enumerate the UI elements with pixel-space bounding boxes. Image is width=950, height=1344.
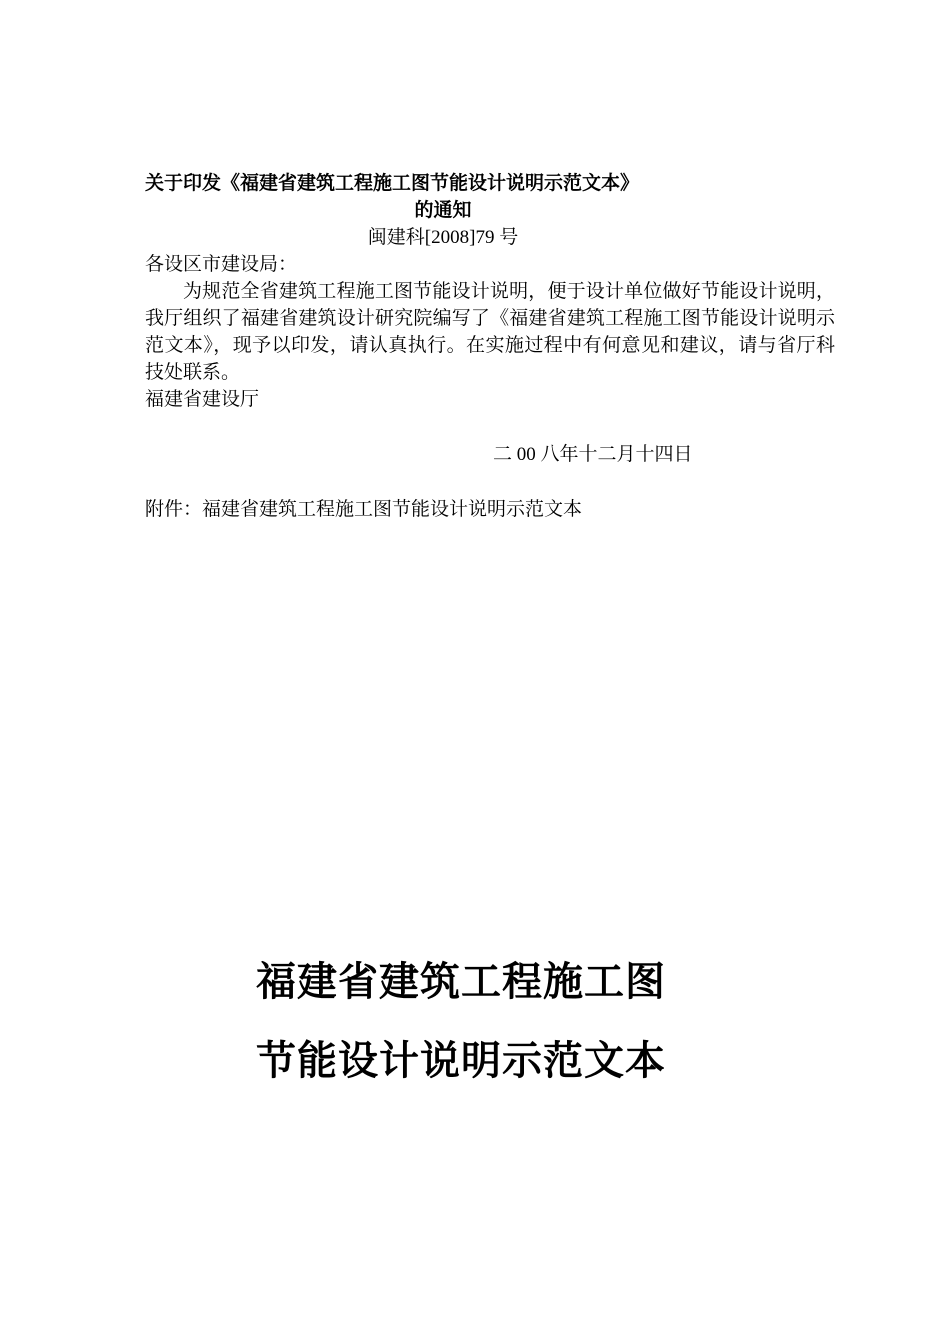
cover-title-line2: 节能设计说明示范文本 [256, 1038, 666, 1084]
notice-title-line1: 关于印发《福建省建筑工程施工图节能设计说明示范文本》 [145, 172, 640, 194]
notice-body: 为规范全省建筑工程施工图节能设计说明，便于设计单位做好节能设计说明，我厅组织了福建省建筑设计研究院编写了《福建省建筑工程施工图节能设计说明示范文本》，现予以印发，请认真执行。在实施过程中有何意见和建议，请与省厅科技处联系。 [145, 281, 835, 383]
attachment-line: 附件：福建省建筑工程施工图节能设计说明示范文本 [145, 499, 583, 520]
cover-title-line1: 福建省建筑工程施工图 [256, 959, 666, 1005]
issue-date: 二 00 八年十二月十四日 [493, 444, 693, 465]
notice-section [145, 170, 835, 523]
notice-title-line2: 的通知 [414, 199, 472, 221]
issuer: 福建省建设厅 [145, 389, 260, 410]
greeting: 各设区市建设局： [145, 254, 298, 275]
document-number: 闽建科[2008]79 号 [367, 227, 519, 248]
